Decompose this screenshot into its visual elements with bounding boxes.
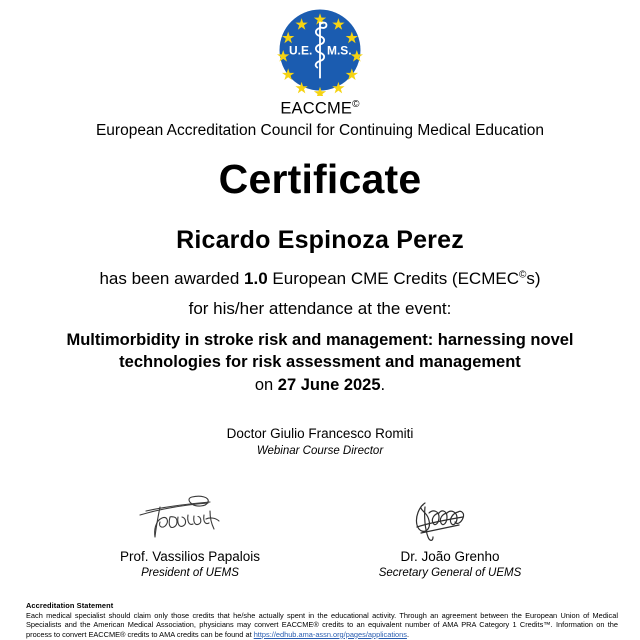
signature-name: Dr. João Grenho (400, 548, 500, 564)
award-prefix: has been awarded (99, 269, 245, 289)
course-director-role: Webinar Course Director (256, 444, 384, 457)
course-director-name: Doctor Giulio Francesco Romiti (226, 425, 414, 441)
event-title: Multimorbidity in stroke risk and management: harnessing novel technologies for risk assessment and management (66, 331, 574, 372)
signature-block-president (60, 487, 320, 579)
signature-role: Secretary General of UEMS (378, 566, 522, 579)
signature-role: President of UEMS (141, 566, 239, 579)
award-statement (0, 269, 640, 289)
grenho-signature (320, 487, 580, 545)
accreditation-text: Each medical specialist should claim only those credits that he/she actually spent in the educational activity. Through an agreement between the European Union of Medical Specialists and the American Medical Association, physicians may convert EACCME® credits to an equivalent number of AMA PRA Category 1 Credits™. Information on the process to convert EACCME® credits to AMA credits can be found at (26, 610, 618, 639)
recipient-name: Ricardo Espinoza Perez (176, 226, 464, 255)
uems-logo-icon (274, 4, 366, 96)
eaccme-heading (0, 99, 640, 118)
logo-container (0, 0, 640, 96)
eaccme-text: EACCME (280, 99, 353, 118)
signature-name: Prof. Vassilios Papalois (119, 548, 261, 564)
papalois-signature-icon (130, 487, 250, 545)
grenho-signature-icon (395, 487, 505, 545)
signatures-row (0, 487, 640, 579)
award-suffix: s) (526, 269, 541, 289)
award-credits: 1.0 (244, 269, 268, 289)
accreditation-heading: Accreditation Statement (26, 601, 114, 610)
event-date-suffix: . (380, 375, 386, 394)
svg-text:U.E.: U.E. (289, 43, 313, 58)
event-date-line (0, 376, 640, 395)
accreditation-body (26, 611, 618, 639)
eaccme-copyright-mark: © (352, 99, 360, 110)
page-title: Certificate (218, 156, 422, 203)
papalois-signature (60, 487, 320, 545)
attendance-statement: for his/her attendance at the event: (188, 299, 452, 318)
accreditation-statement (26, 601, 618, 639)
event-date: 27 June 2025 (277, 375, 381, 394)
award-middle: European CME Credits (ECMEC (267, 269, 519, 289)
event-date-prefix: on (254, 375, 278, 394)
svg-text:M.S.: M.S. (327, 43, 352, 58)
eaccme-full-name: European Accreditation Council for Continuing Medical Education (95, 121, 545, 139)
signature-block-secretary (320, 487, 580, 579)
ecmec-copyright-mark: © (519, 269, 527, 281)
ama-edhub-link[interactable]: https://edhub.ama-assn.org/pages/applications (253, 629, 407, 639)
accreditation-text-end: . (406, 629, 409, 639)
